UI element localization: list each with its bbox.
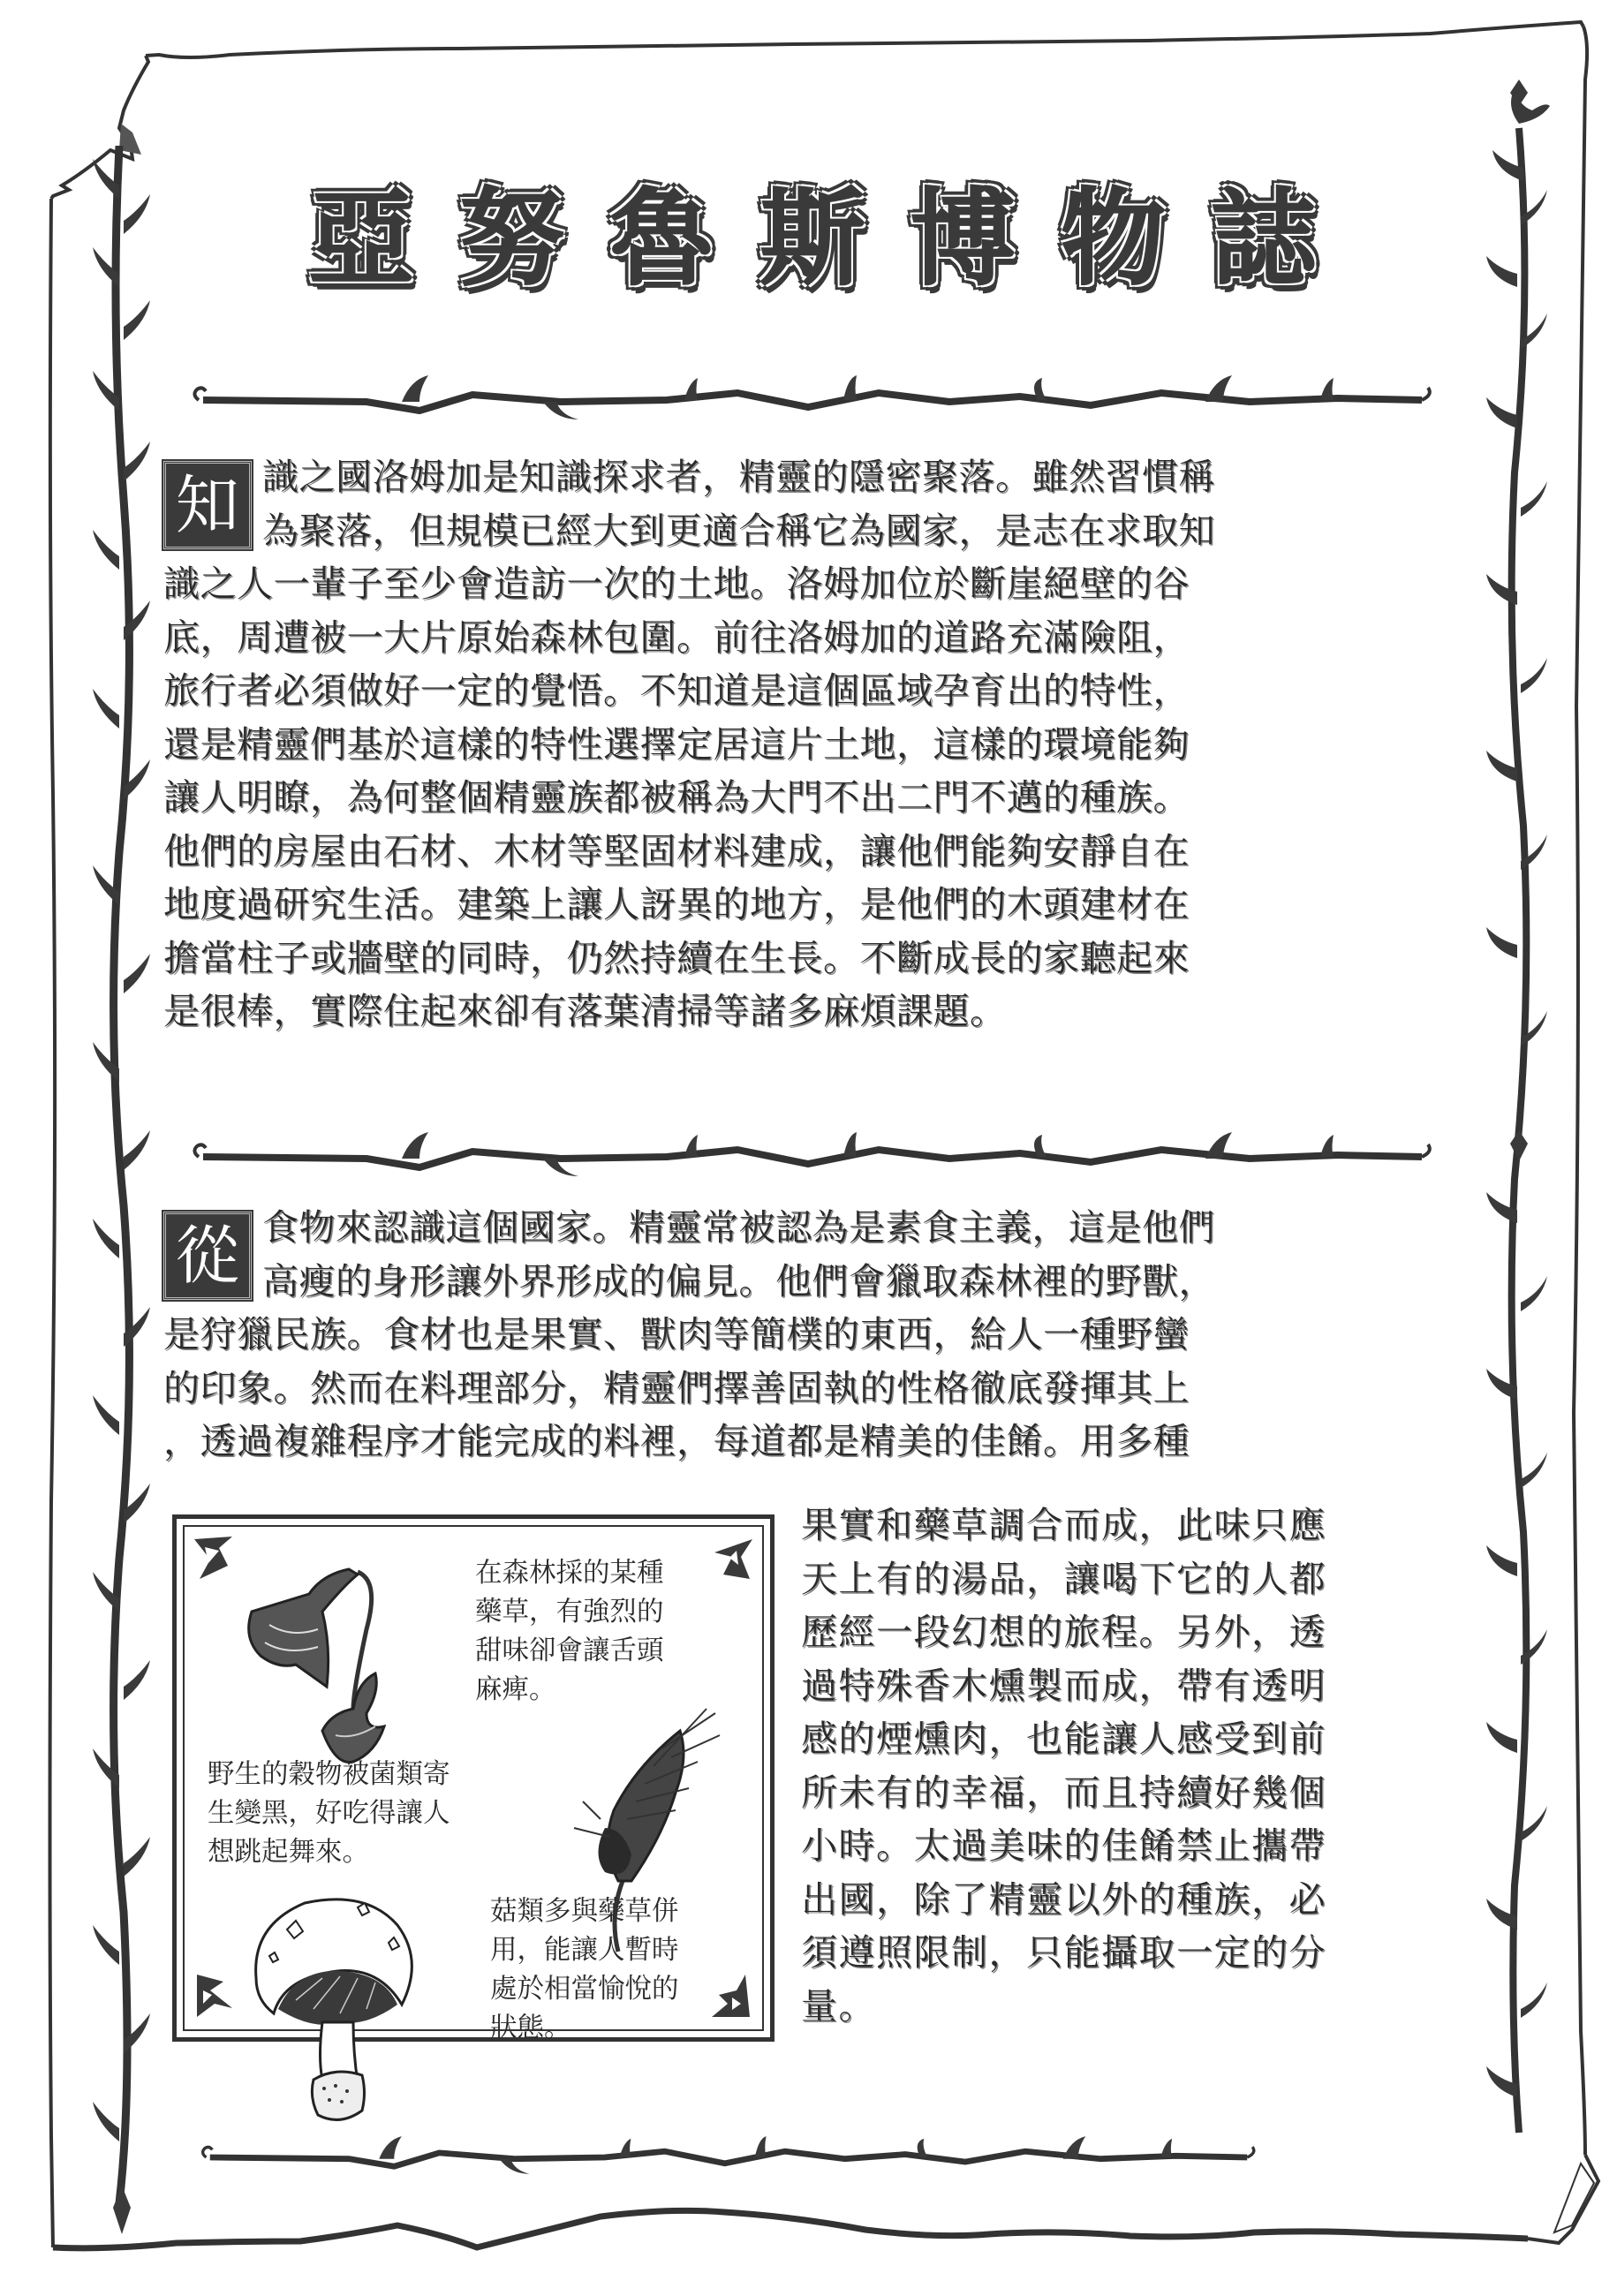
caption-line: 生變黑，好吃得讓人 [208,1798,450,1829]
text-line: 的印象。然而在料理部分，精靈們擇善固執的性格徹底發揮其上 [163,1366,1190,1409]
text-line: 須遵照限制，只能攝取一定的分 [801,1931,1326,1974]
section-knowledge-nation [163,450,1426,1038]
text-line: 讓人明瞭，為何整個精靈族都被稱為大門不出二門不邁的種族。 [163,776,1190,819]
caption-line: 處於相當愉悅的 [490,1974,679,2005]
ornamental-divider-top [190,375,1435,425]
text-line: 歷經一段幻想的旅程。另外，透 [801,1611,1326,1653]
text-line: 過特殊香木燻製而成，帶有透明 [801,1664,1326,1707]
text-line: 是狩獵民族。食材也是果實、獸肉等簡樸的東西，給人一種野蠻 [163,1313,1190,1356]
text-line: 高瘦的身形讓外界形成的偏見。他們會獵取森林裡的野獸， [262,1259,1215,1303]
text-line: 地度過研究生活。建築上讓人訝異的地方，是他們的木頭建材在 [163,883,1190,925]
text-line: 天上有的湯品，讓喝下它的人都 [801,1557,1326,1600]
caption-line: 在森林採的某種 [475,1558,664,1589]
title-char: 誌 [1211,177,1316,299]
page-title [309,172,1316,305]
title-char: 物 [1061,177,1166,299]
caption-flower-herb [475,1554,664,1710]
text-line: 出國，除了精靈以外的種族，必 [801,1877,1326,1921]
caption-line: 用，能讓人暫時 [490,1935,679,1966]
corner-ornament-icon [193,1973,237,2021]
dropcap: 知 [163,461,252,549]
text-line: 還是精靈們基於這樣的特性選擇定居這片土地，這樣的環境能夠 [163,722,1190,766]
title-char: 博 [911,177,1016,299]
text-line: 是很棒，實際住起來卻有落葉清掃等諸多麻煩課題。 [163,990,1007,1032]
caption-line: 想跳起舞來。 [208,1837,369,1868]
title-char: 亞 [309,177,414,299]
left-vine-ornament [84,146,163,2239]
ornamental-divider-bottom [199,2133,1258,2182]
text-line: 量。 [801,1984,876,2028]
text-line: 識之人一輩子至少會造訪一次的土地。洛姆加位於斷崖絕壁的谷 [163,563,1190,605]
title-char: 努 [459,177,564,299]
mushroom-illustration [243,1890,428,2128]
text-line: 為聚落，但規模已經大到更適合稱它為國家，是志在求取知 [262,509,1215,552]
dropcap: 從 [163,1212,252,1300]
text-line: 小時。太過美味的佳餚禁止攜帶 [801,1824,1326,1867]
text-line: 感的煙燻肉，也能讓人感受到前 [801,1718,1326,1760]
text-line: 底，周遭被一大片原始森林包圍。前往洛姆加的道路充滿險阻， [163,616,1190,659]
text-line: 食物來認識這個國家。精靈常被認為是素食主義，這是他們 [262,1206,1215,1249]
section-food-right-column [801,1499,1437,2033]
caption-line: 菇類多與藥草併 [490,1896,679,1927]
herb-illustration-box [172,1514,774,2042]
caption-line: 麻痺。 [475,1674,556,1705]
ornamental-divider-middle [190,1132,1435,1182]
caption-line: 狀態。 [490,2013,571,2043]
title-char: 魯 [609,177,714,299]
right-vine-ornament [1484,75,1554,2150]
title-char: 斯 [759,177,865,299]
caption-line: 甜味卻會讓舌頭 [475,1635,664,1666]
caption-line: 野生的穀物被菌類寄 [208,1759,450,1790]
text-line: 他們的房屋由石材、木材等堅固材料建成，讓他們能夠安靜自在 [163,829,1190,872]
text-line: 識之國洛姆加是知識探求者，精靈的隱密聚落。雖然習慣稱 [262,456,1215,498]
text-line: 所未有的幸福，而且持續好幾個 [801,1771,1326,1814]
corner-ornament-icon [193,1535,237,1583]
text-line: 旅行者必須做好一定的覺悟。不知道是這個區域孕育出的特性， [163,669,1190,712]
text-line: 果實和藥草調合而成，此味只應 [801,1504,1326,1546]
caption-mushroom [490,1892,679,2048]
caption-line: 藥草，有強烈的 [475,1597,664,1628]
corner-ornament-icon [710,1973,754,2021]
text-line: 擔當柱子或牆壁的同時，仍然持續在生長。不斷成長的家聽起來 [163,936,1190,979]
caption-blackened-grain [208,1756,450,1872]
corner-ornament-icon [710,1535,754,1583]
flower-herb-illustration [234,1559,393,1771]
section-food [163,1201,1426,1469]
text-line: ，透過複雜程序才能完成的料裡，每道都是精美的佳餚。用多種 [163,1420,1190,1462]
